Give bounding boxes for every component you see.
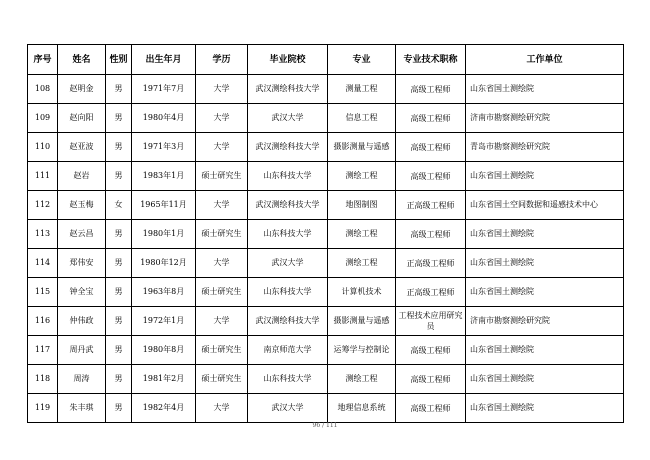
cell-unit: 山东省国土测绘院 [466,336,624,365]
cell-school: 武汉测绘科技大学 [248,307,328,336]
cell-no: 112 [28,191,58,220]
cell-title: 高级工程师 [396,162,466,191]
cell-birth: 1971年7月 [132,75,196,104]
cell-school: 武汉大学 [248,249,328,278]
personnel-table [27,44,624,423]
cell-school: 武汉测绘科技大学 [248,75,328,104]
col-header-no: 序号 [28,45,58,75]
cell-unit: 山东省国土测绘院 [466,249,624,278]
table-row [28,191,624,220]
cell-no: 108 [28,75,58,104]
cell-no: 114 [28,249,58,278]
cell-major: 计算机技术 [328,278,396,307]
cell-no: 115 [28,278,58,307]
cell-no: 110 [28,133,58,162]
cell-major: 测绘工程 [328,365,396,394]
cell-name: 周丹武 [58,336,106,365]
cell-gender: 男 [106,104,132,133]
cell-name: 赵亚波 [58,133,106,162]
col-header-gender: 性别 [106,45,132,75]
cell-birth: 1980年1月 [132,220,196,249]
cell-unit: 山东省国土测绘院 [466,394,624,423]
cell-no: 113 [28,220,58,249]
cell-education: 硕士研究生 [196,365,248,394]
cell-major: 测绘工程 [328,249,396,278]
cell-title: 正高级工程师 [396,249,466,278]
cell-name: 赵云昌 [58,220,106,249]
cell-title: 工程技术应用研究员 [396,307,466,336]
cell-school: 山东科技大学 [248,220,328,249]
cell-unit: 山东省国土空间数据和遥感技术中心 [466,191,624,220]
cell-unit: 山东省国土测绘院 [466,75,624,104]
cell-major: 测绘工程 [328,162,396,191]
cell-title: 高级工程师 [396,336,466,365]
cell-unit: 济南市勘察测绘研究院 [466,307,624,336]
cell-school: 山东科技大学 [248,365,328,394]
cell-gender: 男 [106,307,132,336]
cell-major: 地理信息系统 [328,394,396,423]
cell-education: 大学 [196,133,248,162]
cell-unit: 济南市勘察测绘研究院 [466,104,624,133]
cell-gender: 男 [106,249,132,278]
cell-unit: 青岛市勘察测绘研究院 [466,133,624,162]
cell-school: 山东科技大学 [248,278,328,307]
table-row [28,75,624,104]
cell-gender: 女 [106,191,132,220]
cell-gender: 男 [106,336,132,365]
cell-education: 大学 [196,307,248,336]
cell-gender: 男 [106,278,132,307]
col-header-title: 专业技术职称 [396,45,466,75]
cell-major: 地图制图 [328,191,396,220]
cell-no: 111 [28,162,58,191]
cell-birth: 1965年11月 [132,191,196,220]
table-row [28,162,624,191]
cell-gender: 男 [106,162,132,191]
cell-birth: 1982年4月 [132,394,196,423]
cell-unit: 山东省国土测绘院 [466,220,624,249]
col-header-name: 姓名 [58,45,106,75]
table-row [28,307,624,336]
col-header-unit: 工作单位 [466,45,624,75]
table-row [28,365,624,394]
cell-major: 摄影测量与遥感 [328,133,396,162]
cell-school: 武汉测绘科技大学 [248,133,328,162]
cell-major: 测量工程 [328,75,396,104]
cell-birth: 1981年2月 [132,365,196,394]
table-row [28,278,624,307]
cell-education: 大学 [196,104,248,133]
table-row [28,249,624,278]
cell-education: 硕士研究生 [196,220,248,249]
cell-name: 朱丰琪 [58,394,106,423]
cell-school: 南京师范大学 [248,336,328,365]
cell-gender: 男 [106,133,132,162]
cell-birth: 1980年12月 [132,249,196,278]
cell-title: 正高级工程师 [396,278,466,307]
cell-education: 大学 [196,394,248,423]
table-row [28,394,624,423]
table-row [28,336,624,365]
cell-no: 116 [28,307,58,336]
cell-name: 赵向阳 [58,104,106,133]
cell-unit: 山东省国土测绘院 [466,365,624,394]
cell-education: 大学 [196,191,248,220]
cell-education: 大学 [196,249,248,278]
table-row [28,220,624,249]
cell-no: 109 [28,104,58,133]
cell-title: 高级工程师 [396,394,466,423]
cell-gender: 男 [106,365,132,394]
cell-title: 高级工程师 [396,75,466,104]
cell-title: 高级工程师 [396,220,466,249]
cell-education: 硕士研究生 [196,336,248,365]
cell-birth: 1980年4月 [132,104,196,133]
cell-name: 钟全宝 [58,278,106,307]
cell-no: 117 [28,336,58,365]
cell-name: 赵岩 [58,162,106,191]
cell-title: 高级工程师 [396,365,466,394]
table-row [28,133,624,162]
cell-education: 大学 [196,75,248,104]
cell-education: 硕士研究生 [196,162,248,191]
cell-school: 武汉大学 [248,394,328,423]
cell-gender: 男 [106,220,132,249]
cell-major: 摄影测量与遥感 [328,307,396,336]
table-row [28,104,624,133]
cell-name: 郑伟安 [58,249,106,278]
cell-school: 武汉测绘科技大学 [248,191,328,220]
cell-name: 赵明金 [58,75,106,104]
cell-title: 高级工程师 [396,104,466,133]
cell-education: 硕士研究生 [196,278,248,307]
page-number: 96 / 111 [312,422,338,429]
cell-unit: 山东省国土测绘院 [466,162,624,191]
col-header-school: 毕业院校 [248,45,328,75]
col-header-education: 学历 [196,45,248,75]
cell-birth: 1971年3月 [132,133,196,162]
cell-major: 测绘工程 [328,220,396,249]
cell-birth: 1980年8月 [132,336,196,365]
cell-major: 信息工程 [328,104,396,133]
cell-name: 赵玉梅 [58,191,106,220]
col-header-birth: 出生年月 [132,45,196,75]
cell-title: 正高级工程师 [396,191,466,220]
cell-birth: 1963年8月 [132,278,196,307]
cell-no: 119 [28,394,58,423]
cell-gender: 男 [106,394,132,423]
table-header-row [28,45,624,75]
cell-birth: 1983年1月 [132,162,196,191]
cell-no: 118 [28,365,58,394]
cell-gender: 男 [106,75,132,104]
cell-school: 武汉大学 [248,104,328,133]
cell-major: 运筹学与控制论 [328,336,396,365]
cell-unit: 山东省国土测绘院 [466,278,624,307]
cell-name: 周涛 [58,365,106,394]
cell-school: 山东科技大学 [248,162,328,191]
col-header-major: 专业 [328,45,396,75]
cell-birth: 1972年1月 [132,307,196,336]
cell-title: 高级工程师 [396,133,466,162]
cell-name: 仲伟政 [58,307,106,336]
